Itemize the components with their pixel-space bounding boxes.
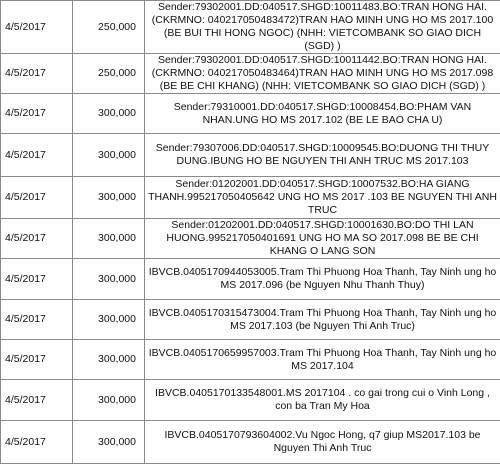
table-row	[1, 219, 500, 259]
date-cell: 4/5/2017	[1, 94, 73, 134]
date-cell: 4/5/2017	[1, 1, 73, 54]
table-row	[1, 54, 500, 94]
table-row	[1, 1, 500, 54]
amount-cell: 300,000	[73, 421, 145, 464]
amount-cell: 300,000	[73, 380, 145, 421]
description-cell: Sender:79310001.DD:040517.SHGD:10008454.BO:PHAM VAN NHAN.UNG HO MS 2017.102 (BE LE BAO CHA U)	[145, 94, 500, 134]
date-cell: 4/5/2017	[1, 340, 73, 380]
date-cell: 4/5/2017	[1, 259, 73, 300]
description-cell: Sender:01202001.DD:040517.SHGD:10007532.BO:HA GIANG THANH.995217050405642 UNG HO MS 2017 .103 BE NGUYEN THI ANH TRUC	[145, 177, 500, 219]
description-cell: IBVCB.0405170793604002.Vu Ngoc Hong, q7 giup MS2017.103 be Nguyen Thi Anh Truc	[145, 421, 500, 464]
date-cell: 4/5/2017	[1, 219, 73, 259]
date-cell: 4/5/2017	[1, 177, 73, 219]
table-row	[1, 300, 500, 340]
amount-cell: 300,000	[73, 134, 145, 177]
description-cell: IBVCB.0405170315473004.Tram Thi Phuong Hoa Thanh, Tay Ninh ung ho MS 2017.103 (be Nguyen Thi Anh Truc)	[145, 300, 500, 340]
date-cell: 4/5/2017	[1, 300, 73, 340]
description-cell: IBVCB.0405170944053005.Tram Thi Phuong Hoa Thanh, Tay Ninh ung ho MS 2017.096 (be Nguyen Nhu Thanh Thuy)	[145, 259, 500, 300]
amount-cell: 300,000	[73, 219, 145, 259]
amount-cell: 300,000	[73, 94, 145, 134]
table-row	[1, 259, 500, 300]
date-cell: 4/5/2017	[1, 380, 73, 421]
table-row	[1, 134, 500, 177]
table-row	[1, 340, 500, 380]
amount-cell: 250,000	[73, 1, 145, 54]
table-row	[1, 94, 500, 134]
description-cell: Sender:79302001.DD:040517.SHGD:10011442.BO:TRAN HONG HAI.(CKRMNO: 040217050483464)TRAN HAO MINH UNG HO MS 2017.098 (BE BE CHI KHANG) (NHH: VIETCOMBANK SO GIAO DICH (SGD) )	[145, 54, 500, 94]
amount-cell: 300,000	[73, 177, 145, 219]
date-cell: 4/5/2017	[1, 134, 73, 177]
description-cell: Sender:79302001.DD:040517.SHGD:10011483.BO:TRAN HONG HAI.(CKRMNO: 040217050483472)TRAN HAO MINH UNG HO MS 2017.100 (BE BUI THI HONG NGOC) (NHH: VIETCOMBANK SO GIAO DICH (SGD) )	[145, 1, 500, 54]
amount-cell: 250,000	[73, 54, 145, 94]
description-cell: IBVCB.0405170659957003.Tram Thi Phuong Hoa Thanh, Tay Ninh ung ho MS 2017.104	[145, 340, 500, 380]
description-cell: Sender:01202001.DD:040517.SHGD:10001630.BO:DO THI LAN HUONG.995217050401691 UNG HO MA SO 2017.098 BE BE CHI KHANG O LANG SON	[145, 219, 500, 259]
date-cell: 4/5/2017	[1, 421, 73, 464]
amount-cell: 300,000	[73, 259, 145, 300]
description-cell: IBVCB.0405170133548001.MS 2017104 . co gai trong cui o Vinh Long , con ba Tran My Hoa	[145, 380, 500, 421]
table-row	[1, 177, 500, 219]
description-cell: Sender:79307006.DD:040517.SHGD:10009545.BO:DUONG THI THUY DUNG.IBUNG HO BE NGUYEN THI ANH TRUC MS 2017.103	[145, 134, 500, 177]
amount-cell: 300,000	[73, 340, 145, 380]
table-row	[1, 380, 500, 421]
amount-cell: 300,000	[73, 300, 145, 340]
table-row	[1, 421, 500, 464]
date-cell: 4/5/2017	[1, 54, 73, 94]
